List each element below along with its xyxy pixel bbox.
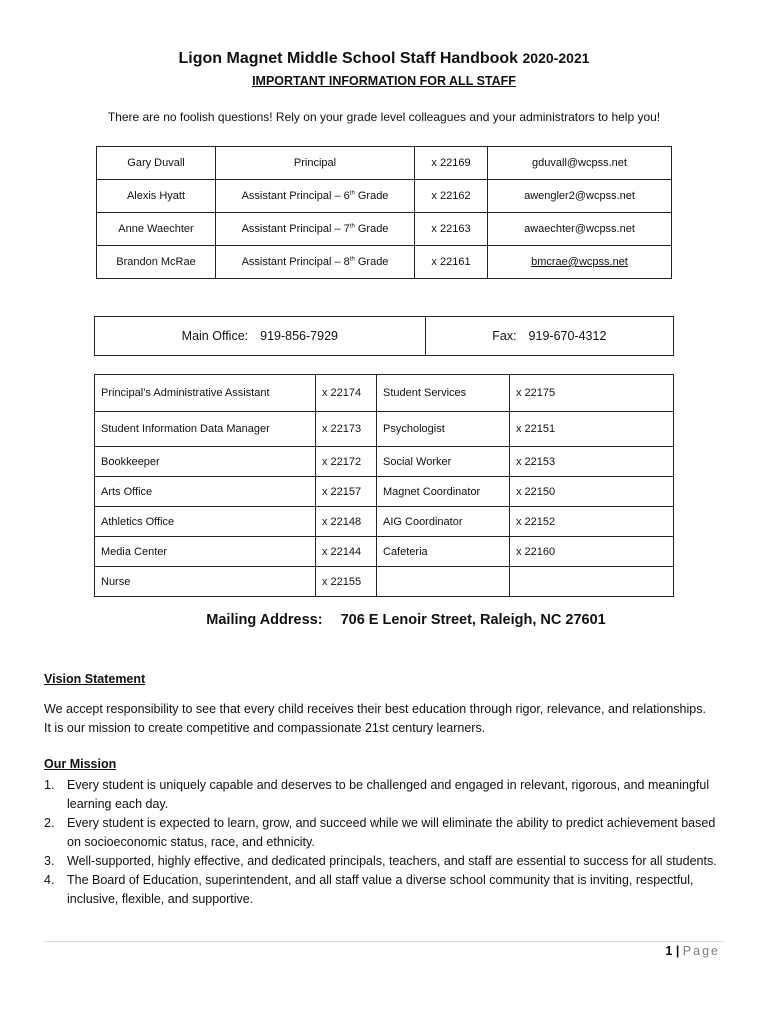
table-row — [95, 567, 674, 597]
dept-name: Psychologist — [377, 412, 510, 447]
dept-name: Cafeteria — [377, 537, 510, 567]
table-row — [97, 213, 672, 246]
admin-role: Assistant Principal – 6th Grade — [216, 180, 415, 213]
table-row — [95, 412, 674, 447]
table-row — [95, 477, 674, 507]
admin-role: Assistant Principal – 8th Grade — [216, 246, 415, 279]
dept-ext: x 22144 — [316, 537, 377, 567]
dept-ext: x 22150 — [510, 477, 674, 507]
vision-heading: Vision Statement — [44, 672, 146, 686]
table-row — [97, 147, 672, 180]
admin-name: Anne Waechter — [97, 213, 216, 246]
dept-name: Student Information Data Manager — [95, 412, 316, 447]
table-row — [95, 537, 674, 567]
admin-email[interactable] — [488, 246, 672, 279]
administrators-table — [96, 146, 672, 279]
dept-ext: x 22152 — [510, 507, 674, 537]
email-link[interactable]: bmcrae@wcpss.net — [531, 256, 628, 268]
mailing-label: Mailing Address: — [206, 612, 323, 628]
fax-phone: 919-670-4312 — [528, 329, 607, 343]
office-phone-table — [94, 316, 674, 356]
handbook-title: Ligon Magnet Middle School Staff Handbook — [178, 50, 519, 67]
page-number: 1 — [665, 944, 673, 958]
admin-email: gduvall@wcpss.net — [488, 147, 672, 180]
table-row — [95, 317, 674, 356]
page-separator: | — [675, 944, 680, 958]
main-office-phone: 919-856-7929 — [260, 329, 338, 343]
dept-name: Arts Office — [95, 477, 316, 507]
mission-list — [44, 776, 724, 909]
dept-name — [377, 567, 510, 597]
admin-ext: x 22169 — [415, 147, 488, 180]
admin-name: Gary Duvall — [97, 147, 216, 180]
main-office-cell — [95, 317, 426, 356]
admin-role: Assistant Principal – 7th Grade — [216, 213, 415, 246]
dept-name: Nurse — [95, 567, 316, 597]
dept-ext: x 22155 — [316, 567, 377, 597]
table-row — [97, 180, 672, 213]
dept-name: Student Services — [377, 375, 510, 412]
mailing-address — [0, 612, 768, 628]
dept-ext: x 22153 — [510, 447, 674, 477]
list-item: 4. The Board of Education, superintendent, and all staff value a diverse school community that is inviting, respectful, inclusive, flexible, and supportive. — [44, 873, 694, 906]
intro-text: There are no foolish questions! Rely on your grade level colleagues and your administrators to help you! — [107, 110, 661, 124]
list-item: 2. Every student is expected to learn, grow, and succeed while we will eliminate the ability to predict achievement based on socioeconomic status, race, and ethnicity. — [44, 816, 716, 849]
dept-ext: x 22157 — [316, 477, 377, 507]
page-subtitle: IMPORTANT INFORMATION FOR ALL STAFF — [252, 74, 516, 88]
admin-name: Brandon McRae — [97, 246, 216, 279]
list-item: 3. Well-supported, highly effective, and dedicated principals, teachers, and staff are essential to success for all students. — [44, 854, 717, 868]
page-footer — [665, 944, 720, 958]
dept-ext: x 22173 — [316, 412, 377, 447]
dept-name: AIG Coordinator — [377, 507, 510, 537]
dept-ext: x 22175 — [510, 375, 674, 412]
admin-ext: x 22162 — [415, 180, 488, 213]
main-office-label: Main Office: — [181, 329, 249, 343]
admin-role: Principal — [216, 147, 415, 180]
dept-name: Social Worker — [377, 447, 510, 477]
dept-name: Media Center — [95, 537, 316, 567]
dept-ext: x 22148 — [316, 507, 377, 537]
table-row — [95, 375, 674, 412]
admin-ext: x 22163 — [415, 213, 488, 246]
table-row — [95, 507, 674, 537]
dept-name: Athletics Office — [95, 507, 316, 537]
dept-ext — [510, 567, 674, 597]
dept-name: Principal’s Administrative Assistant — [95, 375, 316, 412]
footer-divider — [44, 941, 724, 942]
admin-name: Alexis Hyatt — [97, 180, 216, 213]
page-label: Page — [682, 944, 720, 958]
dept-name: Bookkeeper — [95, 447, 316, 477]
dept-ext: x 22172 — [316, 447, 377, 477]
fax-label: Fax: — [492, 329, 517, 343]
vision-text: We accept responsibility to see that every child receives their best education through rigor, relevance, and relationships. It is our mission to create competitive and compassionate 21st century learners. — [44, 702, 706, 735]
admin-email: awengler2@wcpss.net — [488, 180, 672, 213]
dept-ext: x 22160 — [510, 537, 674, 567]
admin-ext: x 22161 — [415, 246, 488, 279]
list-item: 1. Every student is uniquely capable and deserves to be challenged and engaged in relevant, rigorous, and meaningful learning each day. — [44, 778, 710, 811]
table-row — [97, 246, 672, 279]
fax-cell — [425, 317, 673, 356]
dept-ext: x 22174 — [316, 375, 377, 412]
handbook-year: 2020-2021 — [522, 50, 590, 66]
extensions-table — [94, 374, 674, 597]
mission-heading: Our Mission — [44, 757, 117, 771]
dept-name: Magnet Coordinator — [377, 477, 510, 507]
mailing-value: 706 E Lenoir Street, Raleigh, NC 27601 — [340, 612, 606, 628]
table-row — [95, 447, 674, 477]
dept-ext: x 22151 — [510, 412, 674, 447]
page-title — [0, 50, 768, 68]
admin-email: awaechter@wcpss.net — [488, 213, 672, 246]
